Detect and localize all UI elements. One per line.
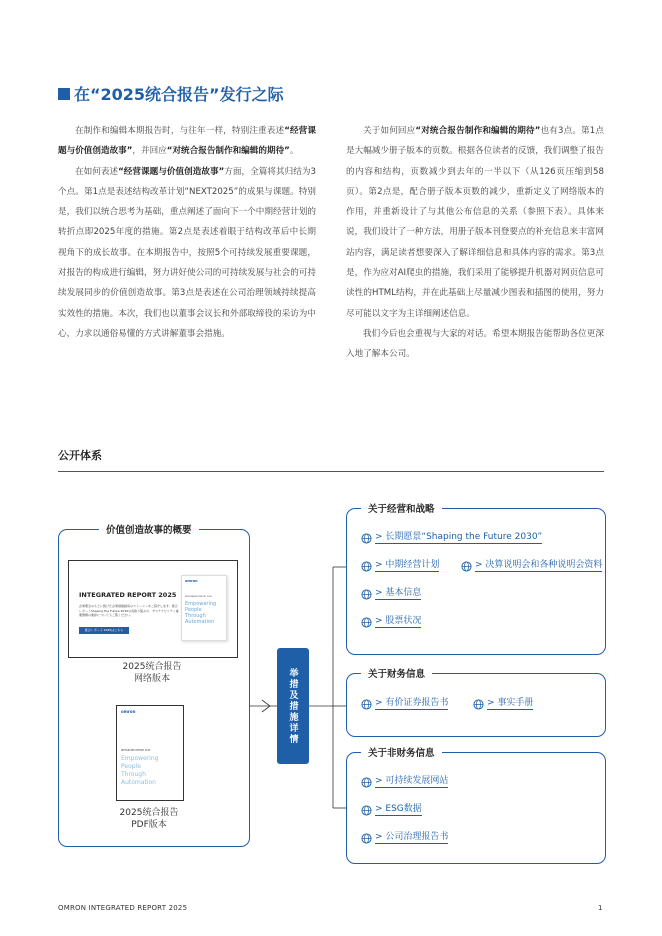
globe-icon <box>361 589 372 600</box>
nonfinance-panel <box>346 748 606 864</box>
link-fact-book[interactable] <box>473 698 533 710</box>
text-run: 在制作和编辑本期报告时，与往年一样，特别注重表述 <box>75 126 285 136</box>
globe-icon <box>361 833 372 844</box>
page-title-text: 在“2025统合报告”发行之际 <box>74 85 284 104</box>
pdf-logo: omron <box>121 709 136 714</box>
globe-icon <box>361 561 372 572</box>
link-governance-report[interactable] <box>361 832 448 844</box>
globe-icon <box>361 777 372 788</box>
text-run: 方面，全篇将其归结为3个点。第1点是表述结构改革计划“NEXT2025”的成果与课题。特别是，我们以统合思考为基础，重点阐述了面向下一个中期经营计划的转折点即2025年度的措施。第2点是表述着眼于结构改革后中长期视角下的成长故事。在本期报告中，按照5个可持续发展重要课题，对报告的构成进行编辑，努力讲好使公司的可持续发展与社会的可持续发展同步的价值创造故事。第3点是表述在公司治理领域持续提高实效性的措施。本次，我们也以董事会议长和外部取缔役的采访为中心，力求以通俗易懂的方式讲解董事会措施。 <box>58 166 316 339</box>
tagline-line: Through <box>121 771 146 778</box>
link-text: > 中期经营计划 <box>375 560 440 570</box>
link-stock-status[interactable] <box>361 616 421 628</box>
thumb-report-cover <box>181 575 227 641</box>
link-text: > 可持续发展网站 <box>375 776 449 786</box>
tagline-line: Automation <box>121 779 156 786</box>
link-text: > 有价证券报告书 <box>375 698 449 708</box>
thumb-small-title: INTEGRATED REPORT 2025 <box>185 596 212 598</box>
finance-panel <box>346 669 606 737</box>
text-run: 在如何表述 <box>75 166 119 177</box>
footer-text: OMRON INTEGRATED REPORT 2025 <box>58 904 188 912</box>
text-run: 关于如何回应 <box>363 126 416 136</box>
overview-panel-label: 价值创造故事的概要 <box>99 522 199 536</box>
bold-text: “对统合报告制作和编辑的期待” <box>415 126 541 136</box>
link-text: > 事实手册 <box>487 698 534 708</box>
link-text: > ESG数据 <box>375 804 422 814</box>
strategy-panel <box>346 504 606 655</box>
pdf-tagline <box>121 755 158 787</box>
tagline-line: Empowering <box>121 755 159 762</box>
pdf-small-title: INTEGRATED REPORT 2025 <box>121 749 151 752</box>
link-sustainability-site[interactable] <box>361 776 448 788</box>
link-text: > 公司治理报告书 <box>375 832 449 842</box>
globe-icon <box>473 699 484 710</box>
link-esg-data[interactable] <box>361 804 422 816</box>
link-long-term-vision[interactable] <box>361 532 542 544</box>
caption-line: 网络版本 <box>133 674 170 684</box>
globe-icon <box>361 699 372 710</box>
section-title: 公开体系 <box>58 449 102 462</box>
globe-icon <box>361 805 372 816</box>
thumb-button: 統合レポート 2025はこちら <box>79 627 129 634</box>
paragraph: 我们今后也会重视与大家的对话。希望本期报告能帮助各位更深入地了解本公司。 <box>346 328 604 360</box>
bold-text: “对统合报告制作和编辑的期待” <box>166 146 290 157</box>
link-briefing-materials[interactable] <box>461 560 602 572</box>
link-basic-info[interactable] <box>361 588 421 600</box>
thumb-heading: INTEGRATED REPORT 2025 <box>79 591 177 599</box>
thumb-logo: omron <box>185 579 198 583</box>
finance-panel-label: 关于财务信息 <box>361 666 432 680</box>
web-version-thumbnail[interactable] <box>68 560 238 658</box>
pdf-version-caption <box>90 807 208 831</box>
nonfinance-panel-label: 关于非财务信息 <box>361 745 442 759</box>
pdf-version-thumbnail[interactable] <box>116 705 184 801</box>
link-text: > 股票状况 <box>375 616 422 626</box>
link-text: > 基本信息 <box>375 588 422 598</box>
text-run: 。 <box>289 146 299 157</box>
caption-line: 2025统合报告 <box>119 808 179 818</box>
bold-text: “经营课题与价值创造故事” <box>118 166 225 177</box>
caption-line: PDF版本 <box>131 820 167 830</box>
link-mid-term-plan[interactable] <box>361 560 439 572</box>
bold-text: “经营课题与价值创造故事” <box>58 126 316 157</box>
link-text: > 决算说明会和各种说明会资料 <box>475 560 603 570</box>
tagline-line: People <box>121 763 141 770</box>
link-securities-report[interactable] <box>361 698 448 710</box>
text-run: ，并回应 <box>132 146 167 157</box>
globe-icon <box>361 617 372 628</box>
page-number: 1 <box>598 904 603 912</box>
globe-icon <box>361 533 372 544</box>
caption-line: 2025统合报告 <box>122 662 182 672</box>
link-text: > 长期愿景“Shaping the Future 2030” <box>375 532 543 542</box>
thumb-tagline: Empowering People Through Automation <box>185 601 217 625</box>
strategy-panel-label: 关于经营和战略 <box>361 501 442 515</box>
web-version-caption <box>68 661 236 685</box>
details-button[interactable]: 举措及措施详情 <box>277 648 309 764</box>
thumb-text: 企業理念のもとに掲げた企業価値創造のストーリーをご紹介します。統合レポートShaping the Future 2030の各取り組みや、サステナビリティ重要課題の進捗についてもご覧ください。 <box>79 604 179 617</box>
globe-icon <box>461 561 472 572</box>
text-run: 也有3点。第1点是大幅减少册子版本的页数。根据各位读者的反馈，我们调整了报告的内容和结构，页数减少到去年的一半以下（从126页压缩到58页）。第2点是，配合册子版本页数的减少，重新定义了网络版本的作用，并重新设计了与其他公布信息的关系（参照下表）。具体来说，我们设计了一种方法，用册子版本刊登要点的补充信息来丰富网站内容，满足读者想要深入了解详细信息和具体内容的需求。第3点是，作为应对AI爬虫的措施，我们采用了能够提升机器对网页信息可读性的HTML结构，并在此基础上尽量减少图表和插图的使用，努力尽可能以文字为主详细阐述信息。 <box>346 126 604 319</box>
